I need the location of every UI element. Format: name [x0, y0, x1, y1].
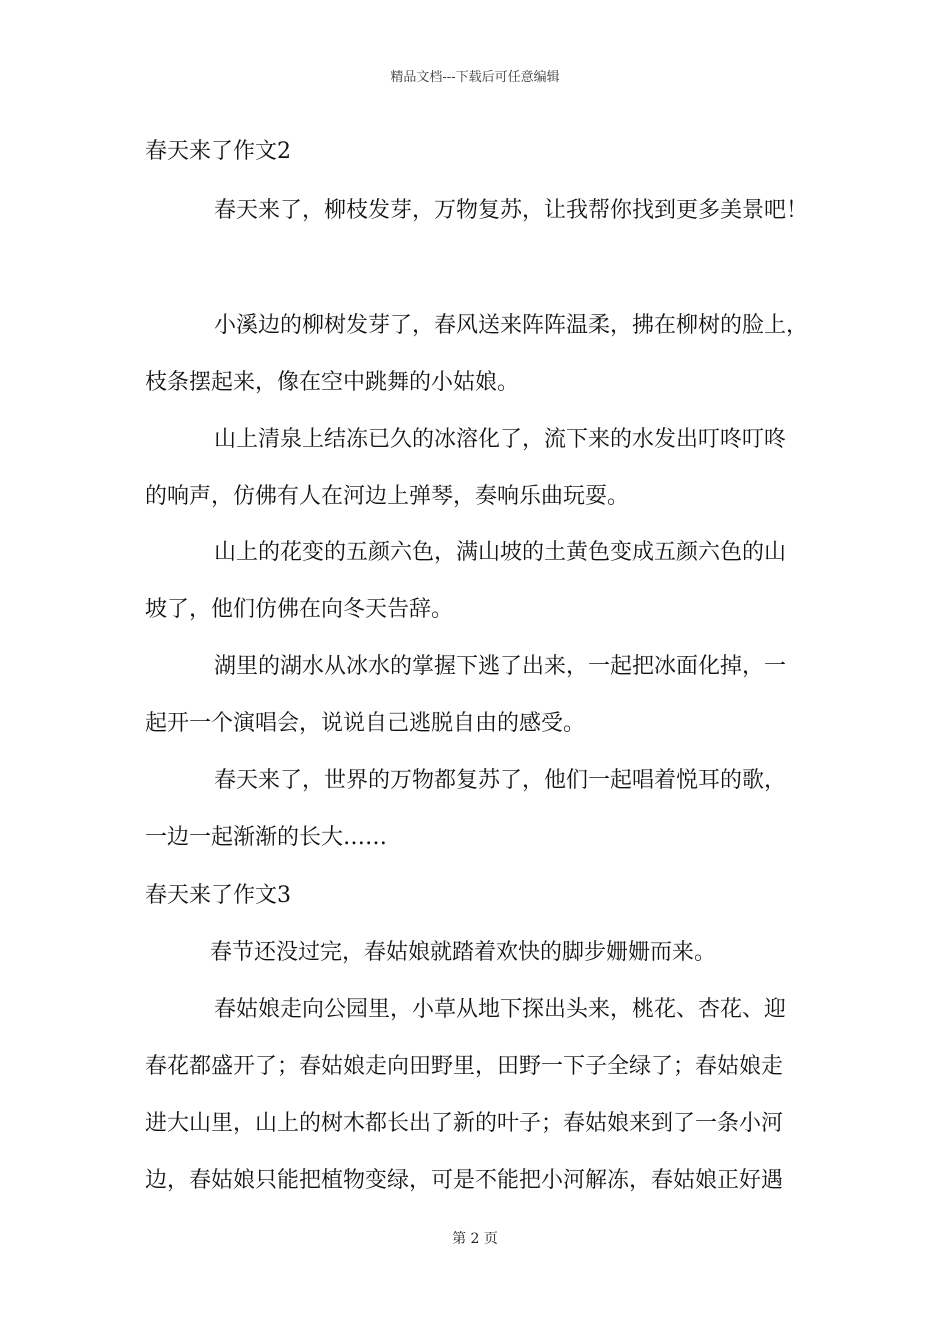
page-number: 第 2 页 [452, 1231, 498, 1247]
paragraph-line: 山上清泉上结冻已久的冰溶化了，流下来的水发出叮咚叮咚 [214, 427, 787, 452]
section-title: 春天来了作文2 [145, 139, 291, 164]
paragraph-line: 春天来了，世界的万物都复苏了，他们一起唱着悦耳的歌， [214, 768, 787, 793]
paragraph-line: 的响声，仿佛有人在河边上弹琴，奏响乐曲玩耍。 [145, 484, 630, 509]
paragraph-line: 春天来了，柳枝发芽，万物复苏，让我帮你找到更多美景吧！ [214, 198, 809, 223]
paragraph-line: 春花都盛开了；春姑娘走向田野里，田野一下子全绿了；春姑娘走 [145, 1054, 784, 1079]
paragraph-line: 枝条摆起来，像在空中跳舞的小姑娘。 [145, 370, 520, 395]
paragraph-line: 一边一起渐渐的长大…… [145, 825, 388, 850]
paragraph-line: 山上的花变的五颜六色，满山坡的土黄色变成五颜六色的山 [214, 540, 787, 565]
paragraph-line: 边，春姑娘只能把植物变绿，可是不能把小河解冻，春姑娘正好遇 [145, 1168, 784, 1193]
paragraph-line: 坡了，他们仿佛在向冬天告辞。 [145, 597, 454, 622]
paragraph-line: 湖里的湖水从冰水的掌握下逃了出来，一起把冰面化掉，一 [214, 654, 787, 679]
paragraph-line: 春姑娘走向公园里，小草从地下探出头来，桃花、杏花、迎 [214, 997, 787, 1022]
page-header: 精品文档---下载后可任意编辑 [390, 70, 560, 85]
paragraph-line: 进大山里，山上的树木都长出了新的叶子；春姑娘来到了一条小河 [145, 1111, 784, 1136]
paragraph-line: 春节还没过完，春姑娘就踏着欢快的脚步姗姗而来。 [210, 940, 717, 965]
paragraph-line: 小溪边的柳树发芽了，春风送来阵阵温柔，拂在柳树的脸上， [214, 313, 809, 338]
paragraph-line: 起开一个演唱会，说说自己逃脱自由的感受。 [145, 711, 586, 736]
section-title: 春天来了作文3 [145, 883, 291, 908]
